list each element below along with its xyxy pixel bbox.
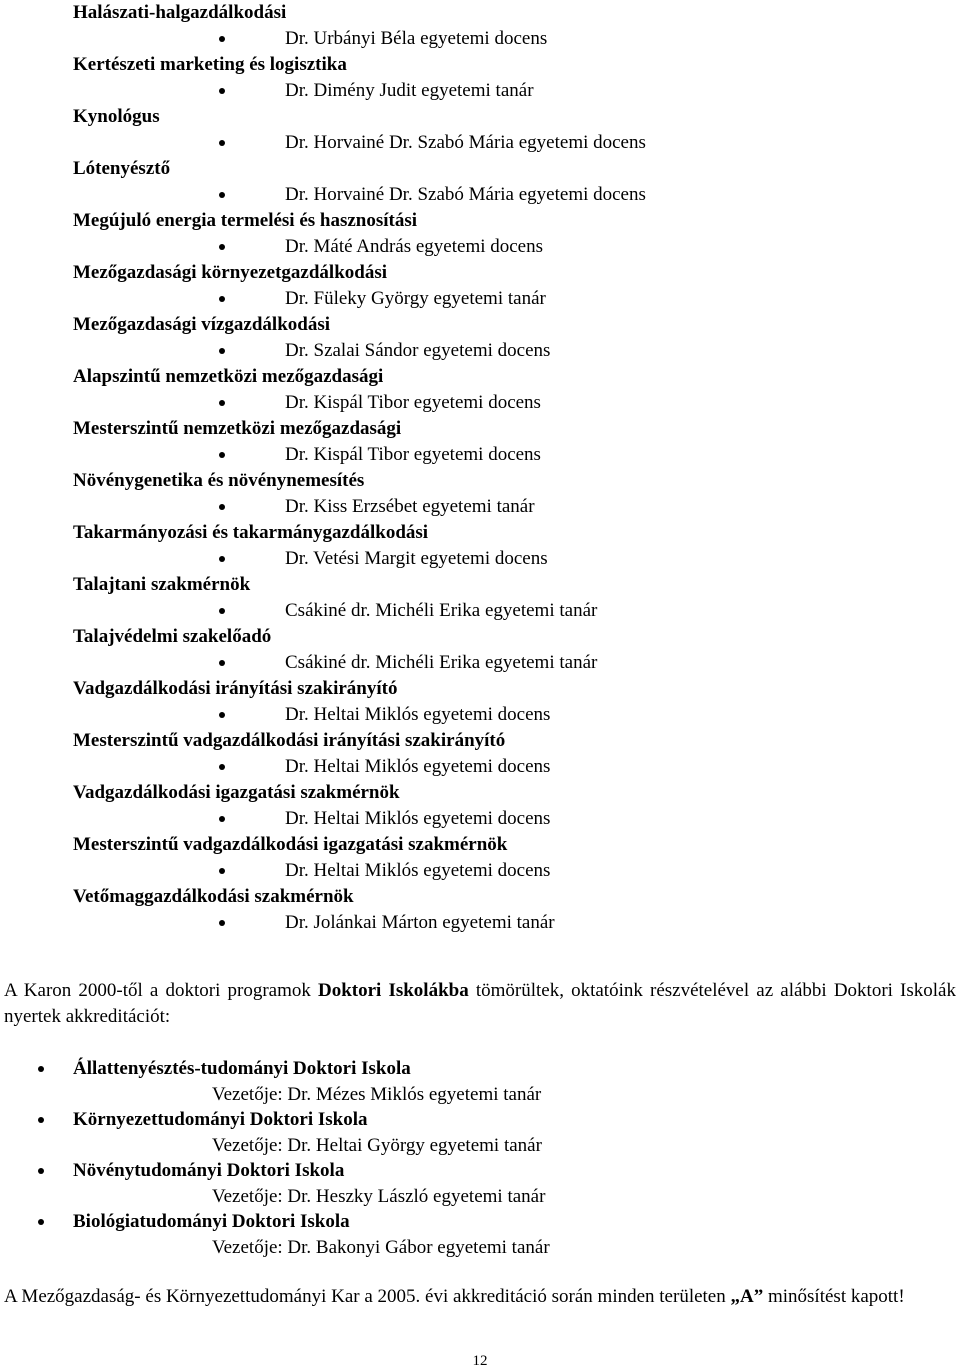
- bullet-icon: [219, 712, 225, 718]
- bullet-icon: [219, 192, 225, 198]
- accreditation-text-start: A Mezőgazdaság- és Környezettudományi Kar a 2005. évi akkreditáció során minden területen: [4, 1286, 731, 1307]
- specialization-title: Lótenyésztő: [73, 158, 171, 179]
- doctoral-school-leader: Vezetője: Dr. Bakonyi Gábor egyetemi tanár: [212, 1236, 550, 1258]
- specialization-leader: [73, 494, 933, 520]
- specialization-title: Talajtani szakmérnök: [73, 574, 251, 595]
- leader-name: Dr. Jolánkai Márton egyetemi tanár: [285, 912, 555, 933]
- leader-name: Csákiné dr. Michéli Erika egyetemi tanár: [285, 600, 598, 621]
- specialization-leader: [73, 338, 933, 364]
- specialization-list: [73, 0, 933, 936]
- leader-name: Dr. Horvainé Dr. Szabó Mária egyetemi docens: [285, 132, 646, 153]
- bullet-icon: [219, 816, 225, 822]
- specialization-title: Mesterszintű vadgazdálkodási igazgatási szakmérnök: [73, 834, 508, 855]
- doctoral-school-name: Környezettudományi Doktori Iskola: [73, 1109, 368, 1130]
- leader-name: Dr. Vetési Margit egyetemi docens: [285, 548, 548, 569]
- doctoral-school-item: [0, 1158, 960, 1184]
- leader-name: Dr. Urbányi Béla egyetemi docens: [285, 28, 548, 49]
- specialization-leader: [73, 702, 933, 728]
- accreditation-rating: „A”: [730, 1286, 764, 1307]
- bullet-icon: [219, 400, 225, 406]
- bullet-icon: [219, 296, 225, 302]
- specialization-leader: [73, 546, 933, 572]
- doctoral-school-item: [0, 1056, 960, 1082]
- bullet-icon: [219, 244, 225, 250]
- specialization-title: Talajvédelmi szakelőadó: [73, 626, 272, 647]
- bullet-icon: [38, 1219, 44, 1225]
- doctoral-intro-paragraph: [4, 978, 956, 1030]
- leader-name: Dr. Szalai Sándor egyetemi docens: [285, 340, 551, 361]
- doctoral-school-list: [0, 1056, 960, 1260]
- specialization-leader: [73, 234, 933, 260]
- specialization-title: Növénygenetika és növénynemesítés: [73, 470, 365, 491]
- specialization-title: Halászati-halgazdálkodási: [73, 2, 287, 23]
- specialization-title: Alapszintű nemzetközi mezőgazdasági: [73, 366, 384, 387]
- specialization-title: Kertészeti marketing és logisztika: [73, 54, 347, 75]
- specialization-title: Kynológus: [73, 106, 160, 127]
- doctoral-school-name: Növénytudományi Doktori Iskola: [73, 1160, 345, 1181]
- leader-name: Dr. Kiss Erzsébet egyetemi tanár: [285, 496, 535, 517]
- doctoral-school-name: Állattenyésztés-tudományi Doktori Iskola: [73, 1058, 411, 1079]
- leader-name: Dr. Füleky György egyetemi tanár: [285, 288, 546, 309]
- accreditation-text-end: minősítést kapott!: [763, 1286, 905, 1307]
- doctoral-school-leader: Vezetője: Dr. Mézes Miklós egyetemi tanár: [212, 1083, 542, 1105]
- specialization-leader: [73, 26, 933, 52]
- leader-name: Dr. Horvainé Dr. Szabó Mária egyetemi docens: [285, 184, 646, 205]
- specialization-title: Mezőgazdasági környezetgazdálkodási: [73, 262, 388, 283]
- bullet-icon: [38, 1117, 44, 1123]
- specialization-leader: [73, 650, 933, 676]
- page-number: 12: [472, 1353, 488, 1369]
- doctoral-school-leader: Vezetője: Dr. Heltai György egyetemi tanár: [212, 1134, 542, 1156]
- specialization-title: Vadgazdálkodási irányítási szakirányító: [73, 678, 398, 699]
- specialization-leader: [73, 858, 933, 884]
- bullet-icon: [38, 1066, 44, 1072]
- specialization-title: Vetőmaggazdálkodási szakmérnök: [73, 886, 354, 907]
- bullet-icon: [219, 608, 225, 614]
- leader-name: Dr. Dimény Judit egyetemi tanár: [285, 80, 534, 101]
- specialization-leader: [73, 78, 933, 104]
- leader-name: Dr. Heltai Miklós egyetemi docens: [285, 808, 551, 829]
- bullet-icon: [219, 36, 225, 42]
- specialization-leader: [73, 442, 933, 468]
- specialization-leader: [73, 910, 933, 936]
- intro-text-start: A Karon 2000-től a doktori programok: [4, 980, 318, 1001]
- bullet-icon: [219, 868, 225, 874]
- doctoral-school-item: [0, 1107, 960, 1133]
- bullet-icon: [219, 88, 225, 94]
- specialization-title: Mesterszintű vadgazdálkodási irányítási szakirányító: [73, 730, 506, 751]
- specialization-title: Mesterszintű nemzetközi mezőgazdasági: [73, 418, 402, 439]
- specialization-leader: [73, 390, 933, 416]
- leader-name: Dr. Máté András egyetemi docens: [285, 236, 544, 257]
- specialization-leader: [73, 754, 933, 780]
- specialization-leader: [73, 286, 933, 312]
- leader-name: Dr. Heltai Miklós egyetemi docens: [285, 704, 551, 725]
- specialization-title: Mezőgazdasági vízgazdálkodási: [73, 314, 331, 335]
- intro-text-end: tömörültek, oktatóink részvételével az alábbi Doktori Iskolák nyertek akkreditációt:: [4, 980, 956, 1027]
- leader-name: Dr. Heltai Miklós egyetemi docens: [285, 860, 551, 881]
- doctoral-school-item: [0, 1209, 960, 1235]
- specialization-leader: [73, 806, 933, 832]
- bullet-icon: [219, 660, 225, 666]
- bullet-icon: [219, 140, 225, 146]
- specialization-leader: [73, 130, 933, 156]
- specialization-title: Vadgazdálkodási igazgatási szakmérnök: [73, 782, 400, 803]
- leader-name: Csákiné dr. Michéli Erika egyetemi tanár: [285, 652, 598, 673]
- specialization-title: Megújuló energia termelési és hasznosítási: [73, 210, 418, 231]
- leader-name: Dr. Kispál Tibor egyetemi docens: [285, 392, 541, 413]
- bullet-icon: [38, 1168, 44, 1174]
- bullet-icon: [219, 348, 225, 354]
- specialization-leader: [73, 598, 933, 624]
- bullet-icon: [219, 764, 225, 770]
- leader-name: Dr. Kispál Tibor egyetemi docens: [285, 444, 541, 465]
- bullet-icon: [219, 920, 225, 926]
- accreditation-paragraph: [4, 1284, 956, 1310]
- bullet-icon: [219, 556, 225, 562]
- leader-name: Dr. Heltai Miklós egyetemi docens: [285, 756, 551, 777]
- bullet-icon: [219, 504, 225, 510]
- specialization-leader: [73, 182, 933, 208]
- doctoral-school-leader: Vezetője: Dr. Heszky László egyetemi tanár: [212, 1185, 546, 1207]
- specialization-title: Takarmányozási és takarmánygazdálkodási: [73, 522, 429, 543]
- doctoral-school-name: Biológiatudományi Doktori Iskola: [73, 1211, 350, 1232]
- intro-bold-term: Doktori Iskolákba: [317, 980, 469, 1001]
- bullet-icon: [219, 452, 225, 458]
